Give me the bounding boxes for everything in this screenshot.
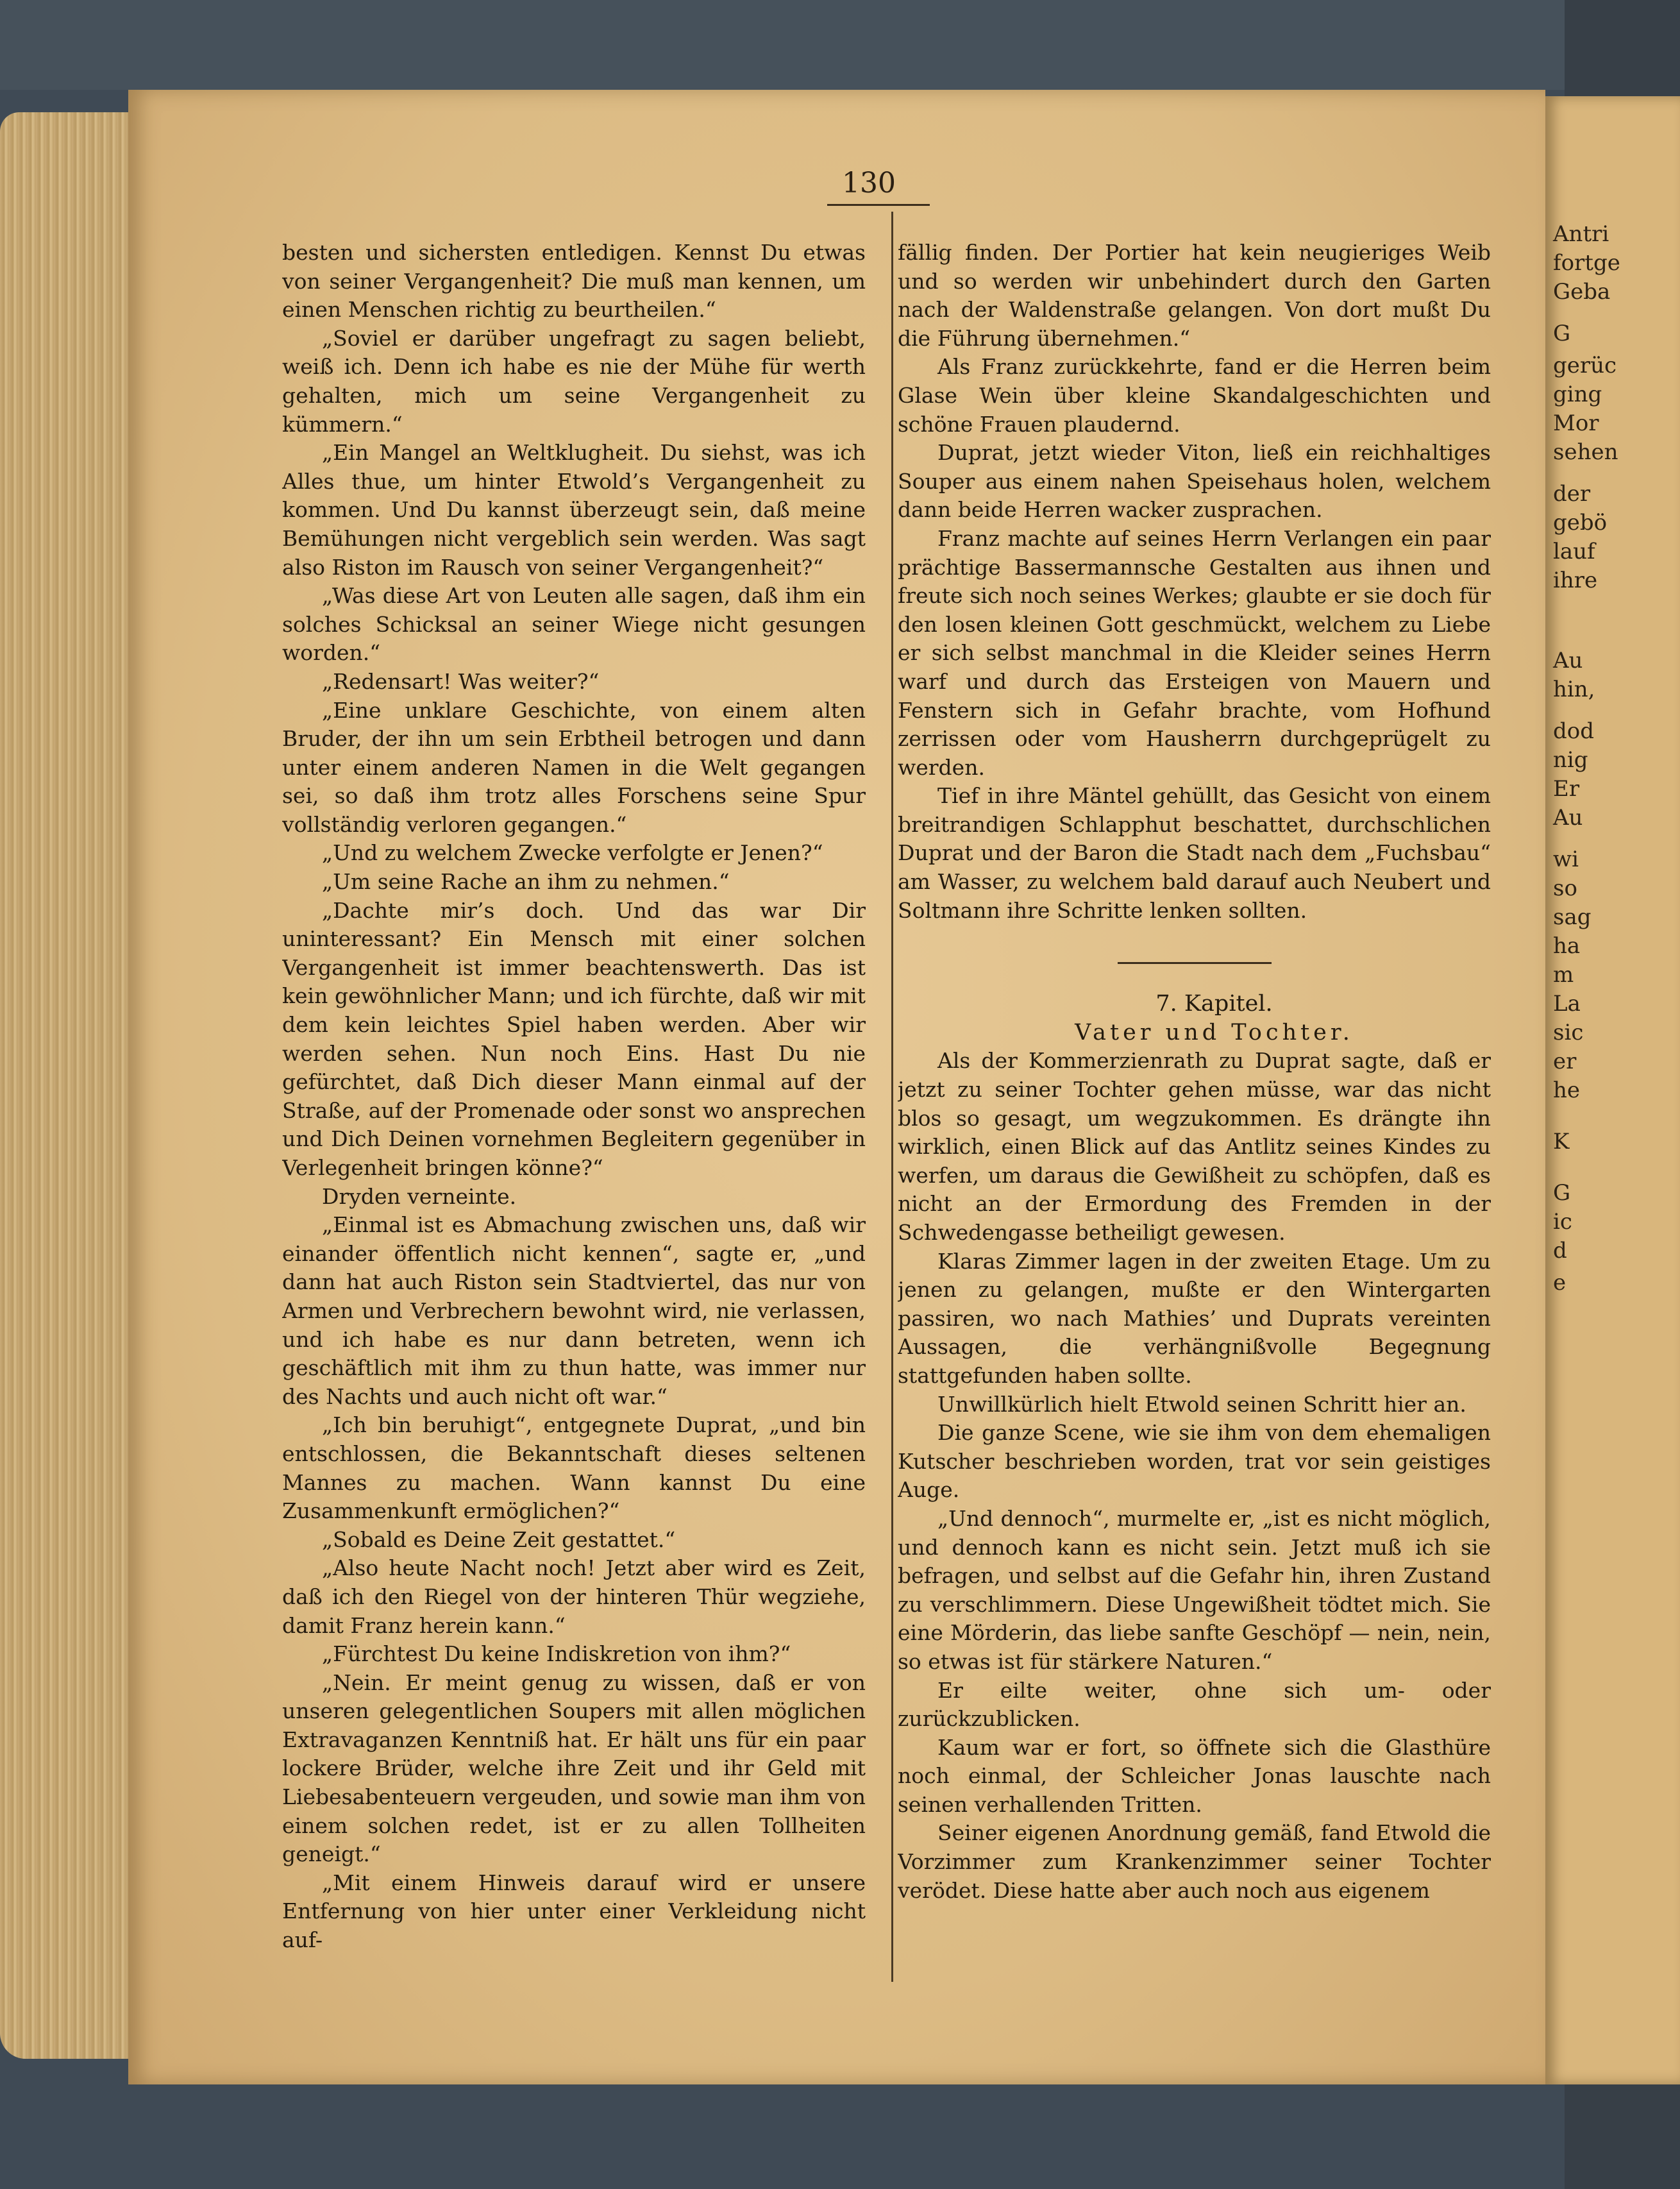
- paragraph: „Eine unklare Geschichte, von einem alten Bruder, der ihn um sein Erbtheil betrogen und dann unter einem anderen Namen in die Welt gegangen sei, so daß ihm trotz alles Forschens seine Spur vollständig verloren gegangen.“: [282, 697, 866, 837]
- adjacent-page-fragment: sag: [1553, 904, 1592, 930]
- paragraph: „Mit einem Hinweis darauf wird er unsere Entfernung von hier unter einer Verkleidung nicht auf-: [282, 1870, 866, 1953]
- adjacent-page-fragment: K: [1553, 1129, 1570, 1154]
- paragraph: Franz machte auf seines Herrn Verlangen ein paar prächtige Bassermannsche Gestalten aus ihnen und freute sich noch seines Werkes; glaubte er sie doch für den losen kleinen Gott geschmückt, welchem zu Liebe er sich selbst manchmal in die Kleider seines Herrn warf und durch das Ersteigen von Mauern und Fenstern sich in Gefahr brachte, vom Hofhund zerrissen oder vom Hausherrn durchgeprügelt zu werden.: [898, 525, 1491, 780]
- right-column: [898, 239, 1491, 1983]
- section-separator: [1118, 962, 1272, 964]
- adjacent-page-fragment: nig: [1553, 747, 1588, 773]
- paragraph: „Sobald es Deine Zeit gestattet.“: [322, 1526, 676, 1552]
- paragraph: Tief in ihre Mäntel gehüllt, das Gesicht von einem breitrandigen Schlapphut beschattet, durchschlichen Duprat und der Baron die Stadt nach dem „Fuchsbau“ am Wasser, zu welchem bald darauf auch Neubert und Soltmann ihre Schritte lenken sollten.: [898, 783, 1491, 923]
- paragraph: Die ganze Scene, wie sie ihm von dem ehemaligen Kutscher beschrieben worden, trat vor sein geistiges Auge.: [898, 1420, 1491, 1503]
- adjacent-page-fragment: wi: [1553, 847, 1579, 872]
- paragraph: „Ich bin beruhigt“, entgegnete Duprat, „und bin entschlossen, die Bekanntschaft dieses seltenen Mannes zu machen. Wann kannst Du eine Zusammenkunft ermöglichen?“: [282, 1412, 866, 1524]
- adjacent-page-fragment: der: [1553, 481, 1591, 507]
- chapter-title: Vater und Tochter.: [1075, 1019, 1354, 1045]
- paragraph: Kaum war er fort, so öffnete sich die Glasthüre noch einmal, der Schleicher Jonas lauschte nach seinen verhallenden Tritten.: [898, 1734, 1491, 1817]
- adjacent-page-fragment: ihre: [1553, 568, 1598, 593]
- paragraph: besten und sichersten entledigen. Kennst Du etwas von seiner Vergangenheit? Die muß man kennen, um einen Menschen richtig zu beurtheilen.“: [282, 240, 866, 323]
- adjacent-page-fragment: gerüc: [1553, 353, 1617, 378]
- paragraph: „Soviel er darüber ungefragt zu sagen beliebt, weiß ich. Denn ich habe es nie der Mühe für werth gehalten, mich um seine Vergangenheit zu kümmern.“: [282, 325, 866, 437]
- scan-background: [0, 0, 1680, 90]
- adjacent-page-fragment: e: [1553, 1270, 1567, 1296]
- paragraph: „Und dennoch“, murmelte er, „ist es nicht möglich, und dennoch kann es nicht sein. Jetzt muß ich sie befragen, und selbst auf die Gefahr hin, ihren Zustand zu verschlimmern. Diese Ungewißheit tödtet mich. Sie eine Mörderin, das liebe sanfte Geschöpf — nein, nein, so etwas ist für stärkere Naturen.“: [898, 1505, 1491, 1674]
- paragraph: Als Franz zurückkehrte, fand er die Herren beim Glase Wein über kleine Skandalgeschichten und schöne Frauen plaudernd.: [898, 354, 1491, 437]
- paragraph: „Einmal ist es Abmachung zwischen uns, daß wir einander öffentlich nicht kennen“, sagte er, „und dann hat auch Riston sein Stadtviertel, das nur von Armen und Verbrechern bewohnt wird, nie verlassen, und ich habe es nur dann betreten, wenn ich geschäftlich mit ihm zu thun hatte, was immer nur des Nachts und auch nicht oft war.“: [282, 1212, 866, 1409]
- paragraph: Als der Kommerzienrath zu Duprat sagte, daß er jetzt zu seiner Tochter gehen müsse, war das nicht blos so gesagt, um wegzukommen. Es drängte ihn wirklich, einen Blick auf das Antlitz seines Kindes zu werfen, um daraus die Gewißheit zu schöpfen, daß es nicht an der Ermordung des Fremden in der Schwedengasse betheiligt gewesen.: [898, 1048, 1491, 1245]
- page-number: 130: [842, 167, 896, 199]
- adjacent-page-fragment: ging: [1553, 382, 1602, 407]
- adjacent-page-fragment: sic: [1553, 1020, 1584, 1045]
- adjacent-page-fragment: ic: [1553, 1209, 1572, 1235]
- adjacent-page-fragment: hin,: [1553, 677, 1595, 702]
- adjacent-page-fragment: Geba: [1553, 279, 1611, 305]
- adjacent-page-fragment: sehen: [1553, 439, 1618, 465]
- adjacent-page-fragment: ha: [1553, 933, 1581, 959]
- adjacent-page-fragment: so: [1553, 875, 1577, 901]
- adjacent-page-fragment: G: [1553, 1180, 1571, 1206]
- adjacent-page-fragment: La: [1553, 991, 1581, 1017]
- paragraph: „Redensart! Was weiter?“: [322, 668, 600, 694]
- adjacent-page-edge: [1545, 96, 1680, 2084]
- paragraph: „Was diese Art von Leuten alle sagen, daß ihm ein solches Schicksal an seiner Wiege nicht gesungen worden.“: [282, 583, 866, 666]
- adjacent-page-fragment: gebö: [1553, 510, 1608, 536]
- paragraph: fällig finden. Der Portier hat kein neugieriges Weib und so werden wir unbehindert durch den Garten nach der Waldenstraße gelangen. Von dort mußt Du die Führung übernehmen.“: [898, 240, 1491, 351]
- adjacent-page-fragment: er: [1553, 1049, 1577, 1074]
- adjacent-page-fragment: lauf: [1553, 539, 1595, 564]
- page-number-rule: [827, 204, 930, 206]
- column-divider: [891, 212, 893, 1982]
- left-column: [282, 239, 866, 1983]
- paragraph: Dryden verneinte.: [322, 1183, 517, 1209]
- adjacent-page-fragment: Au: [1553, 805, 1583, 831]
- paragraph: „Also heute Nacht noch! Jetzt aber wird es Zeit, daß ich den Riegel von der hinteren Thür wegziehe, damit Franz herein kann.“: [282, 1555, 866, 1638]
- adjacent-page-fragment: Antri: [1553, 221, 1609, 247]
- adjacent-page-fragment: G: [1553, 321, 1571, 346]
- paragraph: Er eilte weiter, ohne sich um- oder zurückzublicken.: [898, 1677, 1491, 1732]
- adjacent-page-fragment: Au: [1553, 648, 1583, 673]
- chapter-number: 7. Kapitel.: [1155, 991, 1273, 1017]
- paragraph: „Ein Mangel an Weltklugheit. Du siehst, was ich Alles thue, um hinter Etwold’s Vergangenheit zu kommen. Und Du kannst überzeugt sein, daß meine Bemühungen nicht vergeblich sein werden. Was sagt also Riston im Rausch von seiner Vergangenheit?“: [282, 440, 866, 580]
- paragraph: Unwillkürlich hielt Etwold seinen Schritt hier an.: [937, 1391, 1466, 1417]
- adjacent-page-fragment: m: [1553, 962, 1574, 988]
- paragraph: „Und zu welchem Zwecke verfolgte er Jenen?“: [322, 840, 823, 866]
- paragraph: „Fürchtest Du keine Indiskretion von ihm?“: [322, 1641, 791, 1667]
- paragraph: „Dachte mir’s doch. Und das war Dir uninteressant? Ein Mensch mit einer solchen Vergangenheit ist immer beachtenswerth. Das ist kein gewöhnlicher Mann; und ich fürchte, daß wir mit dem kein leichtes Spiel haben werden. Aber wir werden sehen. Nun noch Eins. Hast Du nie gefürchtet, daß Dich dieser Mann einmal auf der Straße, auf der Promenade oder sonst wo ansprechen und Dich Deinen vornehmen Begleitern gegenüber in Verlegenheit bringen könne?“: [282, 897, 866, 1180]
- paragraph: „Nein. Er meint genug zu wissen, daß er von unseren gelegentlichen Soupers mit allen möglichen Extravaganzen Kenntniß hat. Er hält uns für ein paar lockere Brüder, welche ihre Zeit und ihr Geld mit Liebesabenteuern vergeuden, und sowie man ihm von einem solchen redet, ist er zu allen Tollheiten geneigt.“: [282, 1669, 866, 1867]
- paragraph: Seiner eigenen Anordnung gemäß, fand Etwold die Vorzimmer zum Krankenzimmer seiner Tochter verödet. Diese hatte aber auch noch aus eigenem: [898, 1820, 1491, 1903]
- adjacent-page-fragment: he: [1553, 1078, 1581, 1103]
- paragraph: Duprat, jetzt wieder Viton, ließ ein reichhaltiges Souper aus einem nahen Speisehaus holen, welchem dann beide Herren wacker zusprachen.: [898, 440, 1491, 523]
- paragraph: Klaras Zimmer lagen in der zweiten Etage. Um zu jenen zu gelangen, mußte er den Wintergarten passiren, wo nach Mathies’ und Duprats vereinten Aussagen, die verhängnißvolle Begegnung stattgefunden haben sollte.: [898, 1248, 1491, 1388]
- adjacent-page-fragment: fortge: [1553, 250, 1620, 276]
- paragraph: „Um seine Rache an ihm zu nehmen.“: [322, 869, 730, 895]
- adjacent-page-fragment: d: [1553, 1238, 1567, 1264]
- adjacent-page-fragment: Er: [1553, 776, 1580, 802]
- adjacent-page-fragment: dod: [1553, 718, 1594, 744]
- adjacent-page-fragment: Mor: [1553, 410, 1599, 436]
